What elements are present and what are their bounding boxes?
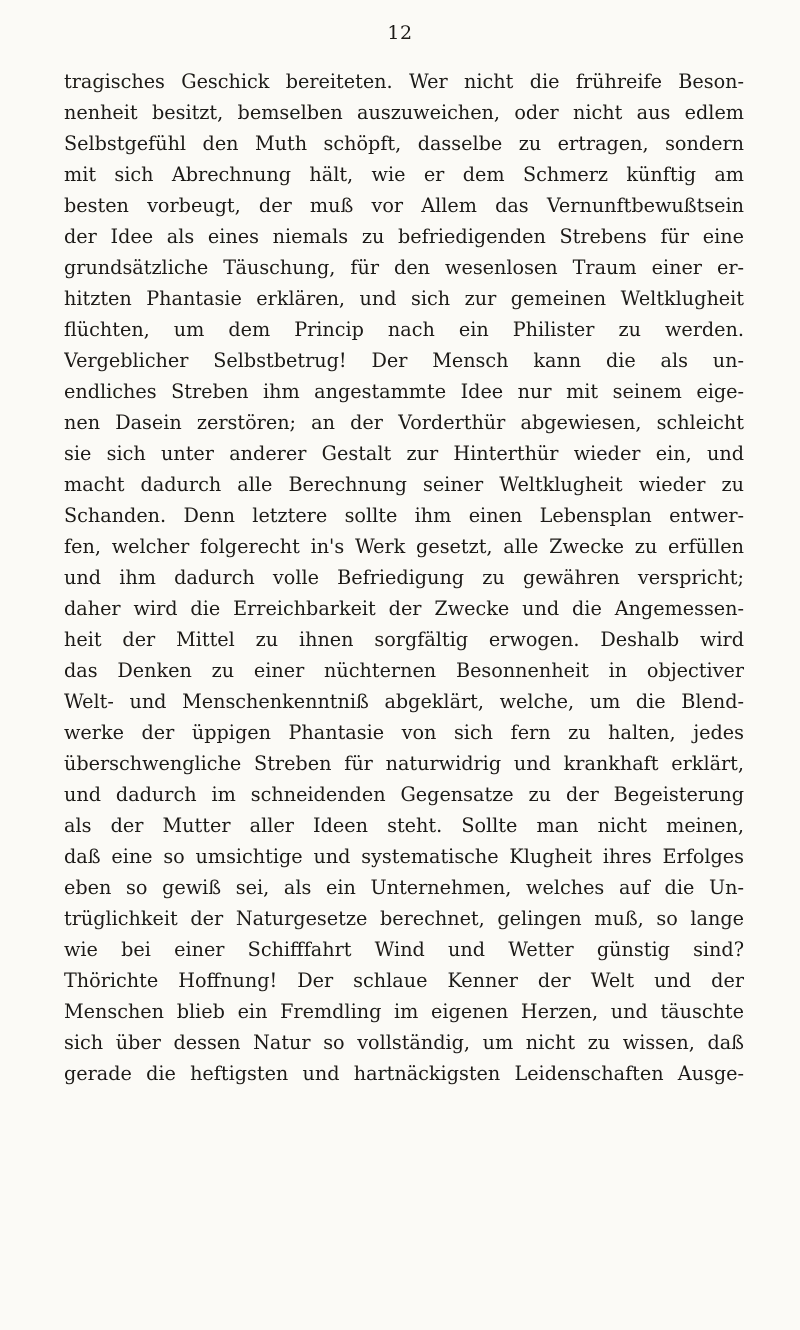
text-line: Thörichte Hoffnung! Der schlaue Kenner der Welt und der bbox=[64, 969, 744, 992]
text-line: der Idee als eines niemals zu befriedigenden Strebens für eine bbox=[64, 225, 744, 248]
text-line: überschwengliche Streben für naturwidrig und krankhaft erklärt, bbox=[64, 752, 744, 775]
text-line: trüglichkeit der Naturgesetze berechnet, gelingen muß, so lange bbox=[64, 907, 744, 930]
text-line: nen Dasein zerstören; an der Vorderthür abgewiesen, schleicht bbox=[64, 411, 744, 434]
text-line: sie sich unter anderer Gestalt zur Hinterthür wieder ein, und bbox=[64, 442, 744, 465]
text-line: mit sich Abrechnung hält, wie er dem Schmerz künftig am bbox=[64, 163, 744, 186]
text-line: eben so gewiß sei, als ein Unternehmen, welches auf die Un- bbox=[64, 876, 744, 899]
text-line: Menschen blieb ein Fremdling im eigenen Herzen, und täuschte bbox=[64, 1000, 744, 1023]
text-line: besten vorbeugt, der muß vor Allem das Vernunftbewußtsein bbox=[64, 194, 744, 217]
text-line: als der Mutter aller Ideen steht. Sollte man nicht meinen, bbox=[64, 814, 744, 837]
text-line: und dadurch im schneidenden Gegensatze zu der Begeisterung bbox=[64, 783, 744, 806]
text-line: heit der Mittel zu ihnen sorgfältig erwogen. Deshalb wird bbox=[64, 628, 744, 651]
text-line: macht dadurch alle Berechnung seiner Weltklugheit wieder zu bbox=[64, 473, 744, 496]
text-line: hitzten Phantasie erklären, und sich zur gemeinen Weltklugheit bbox=[64, 287, 744, 310]
text-line: daher wird die Erreichbarkeit der Zwecke und die Angemessen- bbox=[64, 597, 744, 620]
text-line: sich über dessen Natur so vollständig, um nicht zu wissen, daß bbox=[64, 1031, 744, 1054]
text-line: und ihm dadurch volle Befriedigung zu gewähren verspricht; bbox=[64, 566, 744, 589]
text-line: Selbstgefühl den Muth schöpft, dasselbe zu ertragen, sondern bbox=[64, 132, 744, 155]
text-line: tragisches Geschick bereiteten. Wer nicht die frühreife Beson- bbox=[64, 70, 744, 93]
body-text bbox=[64, 66, 744, 1089]
text-line: daß eine so umsichtige und systematische Klugheit ihres Erfolges bbox=[64, 845, 744, 868]
text-line: nenheit besitzt, bemselben auszuweichen, oder nicht aus edlem bbox=[64, 101, 744, 124]
text-line: das Denken zu einer nüchternen Besonnenheit in objectiver bbox=[64, 659, 744, 682]
text-line: grundsätzliche Täuschung, für den wesenlosen Traum einer er- bbox=[64, 256, 744, 279]
text-line: flüchten, um dem Princip nach ein Philister zu werden. bbox=[64, 318, 744, 341]
text-line: endliches Streben ihm angestammte Idee nur mit seinem eige- bbox=[64, 380, 744, 403]
text-line: gerade die heftigsten und hartnäckigsten Leidenschaften Ausge- bbox=[64, 1062, 744, 1085]
text-line: Vergeblicher Selbstbetrug! Der Mensch kann die als un- bbox=[64, 349, 744, 372]
text-line: Welt- und Menschenkenntniß abgeklärt, welche, um die Blend- bbox=[64, 690, 744, 713]
text-line: Schanden. Denn letztere sollte ihm einen Lebensplan entwer- bbox=[64, 504, 744, 527]
text-line: wie bei einer Schifffahrt Wind und Wetter günstig sind? bbox=[64, 938, 744, 961]
text-line: fen, welcher folgerecht in's Werk gesetzt, alle Zwecke zu erfüllen bbox=[64, 535, 744, 558]
text-line: werke der üppigen Phantasie von sich fern zu halten, jedes bbox=[64, 721, 744, 744]
page-number: 12 bbox=[387, 22, 413, 44]
